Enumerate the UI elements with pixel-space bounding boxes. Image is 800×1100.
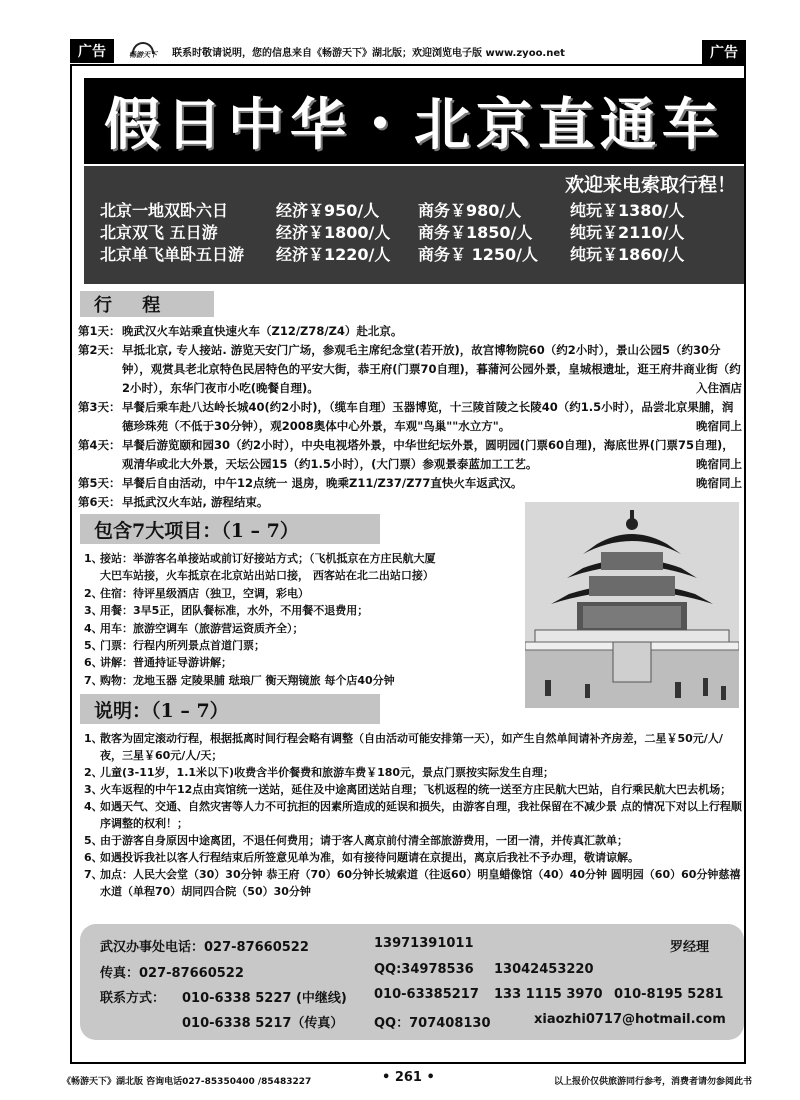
top-notice: 联系时敬请说明，您的信息来自《畅游天下》湖北版；欢迎浏览电子版 www.zyoo.net [172, 47, 565, 59]
list-item: 7、 购物：龙地玉器 定陵果脯 琺琅厂 衡天翔镜旅 每个店40分钟 [84, 673, 395, 687]
route-name: 北京双飞 五日游 [100, 223, 218, 242]
list-item: 7、 加点：人民大会堂（30）30分钟 恭王府（70）60分钟长城索道（往返60）明皇蜡像馆（40）40分钟 圆明园（60）60分钟慈禧水道（单程70）胡同四合院（50）30分钟 [84, 868, 741, 898]
economy-price: 经济￥950/人 [276, 201, 380, 220]
notes-list [84, 730, 744, 900]
pure-price: 纯玩￥1380/人 [570, 201, 685, 220]
manager-name: 罗经理 [670, 940, 710, 955]
beijing-fax: 010-6338 5217（传真） [182, 1016, 344, 1031]
day-label: 第6天： [78, 495, 121, 509]
email-address: xiaozhi0717@hotmail.com [534, 1012, 726, 1027]
list-item: 5、 门票：行程内所列景点首道门票； [84, 639, 265, 653]
beijing-phone-3: 010-8195 5281 [614, 987, 724, 1002]
day-lodging: 晚宿同上 [696, 419, 742, 433]
included-list [84, 550, 520, 689]
itinerary-day [78, 474, 742, 493]
magazine-logo [120, 42, 166, 60]
list-item: 6、 如遇投诉我社以客人行程结束后所签意见单为准，如有接待问题请在京提出，离京后我社不予办理，敬请谅解。 [84, 851, 639, 864]
business-price: 商务￥980/人 [418, 201, 522, 220]
day-text: 早抵北京, 专人接站. 游览天安门广场，参观毛主席纪念堂(若开放)，故宫博物院60（约2小时），景山公园5（约30分钟），观赏具老北京特色民居特色的平安大街，恭王府(门票70自理)，暮蒲河公园外景，皇城根遗址，逛王府井商业街（约2小时），东华门夜市小吃(晚餐自理)。 [122, 343, 741, 395]
beijing-mobile: 133 1115 3970 [494, 987, 603, 1002]
day-text: 早餐后游览颐和园30（约2小时），中央电视塔外景，中华世纪坛外景，圆明园(门票60自理)，海底世界(门票75自理)，观清华或北大外景，天坛公园15（约1.5小时），(大门票）参观景泰蓝加工工艺。 [122, 438, 734, 471]
day-text: 晚武汉火车站乘直快速火车（Z12/Z78/Z4）赴北京。 [122, 324, 403, 338]
footer-disclaimer: 以上报价仅供旅游同行参考，消费者请勿参阅此书 [553, 1077, 752, 1087]
itinerary-day [78, 436, 742, 474]
included-header: 包含7大项目：（1 – 7） [80, 514, 380, 544]
hero-title: 假日中华・北京直通车 [104, 93, 724, 158]
list-item: 3、 用餐：3早5正，团队餐标准，水外，不用餐不退费用； [84, 604, 369, 618]
list-item: 6、 讲解：普通持证导游讲解； [84, 656, 232, 670]
itinerary-day [78, 398, 742, 436]
list-item: 5、 由于游客自身原因中途离团，不退任何费用；请于客人离京前付清全部旅游费用，一团一清，并传真汇款单； [84, 834, 628, 847]
ad-tag-left: 广告 [70, 39, 114, 63]
mobile-phone-2: 13042453220 [494, 962, 594, 977]
beijing-phone: 010-6338 5227 (中继线) [182, 991, 347, 1006]
list-item: 大巴车站接，火车抵京在北京站出站口接， 西客站在北二出站口接） [100, 569, 434, 583]
qq-number-2: QQ：707408130 [374, 1016, 491, 1031]
list-item: 3、 火车返程的中午12点由宾馆统一送站，延住及中途离团送站自理；飞机返程的统一送至方庄民航大巴站，自行乘民航大巴去机场； [84, 783, 732, 796]
office-phone: 武汉办事处电话：027-87660522 [100, 940, 309, 955]
qq-number: QQ:34978536 [374, 962, 474, 977]
day-text: 早餐后自由活动，中午12点统一 退房，晚乘Z11/Z37/Z77直快火车返武汉。 [122, 476, 523, 490]
route-name: 北京一地双卧六日 [100, 201, 229, 220]
day-label: 第1天： [78, 324, 121, 338]
day-label: 第5天： [78, 476, 121, 490]
pure-price: 纯玩￥1860/人 [570, 245, 685, 264]
economy-price: 经济￥1220/人 [276, 245, 391, 264]
itinerary-header: 行 程 [80, 291, 214, 317]
ad-tag-right: 广告 [702, 40, 746, 64]
day-lodging: 入住酒店 [696, 381, 742, 395]
day-lodging: 晚宿同上 [696, 457, 742, 471]
list-item: 1、 接站：举游客名单接站或前订好接站方式；（飞机抵京在方庄民航大厦 [84, 552, 436, 565]
list-item: 4、 如遇天气、交通、自然灾害等人力不可抗拒的因素所造成的延误和损失，由游客自理，我社保留在不减少景 点的情况下对以上行程顺序调整的权利！； [84, 800, 742, 830]
fax-number: 传真：027-87660522 [100, 966, 244, 981]
day-label: 第2天： [78, 343, 121, 357]
business-price: 商务￥ 1250/人 [418, 245, 538, 264]
hero-banner [84, 78, 744, 164]
pure-price: 纯玩￥2110/人 [570, 223, 685, 242]
list-item: 2、 住宿：待评星级酒店（独卫，空调，彩电） [84, 586, 309, 600]
day-label: 第3天： [78, 400, 121, 414]
day-lodging: 晚宿同上 [696, 476, 742, 490]
contact-label: 联系方式： [100, 991, 166, 1006]
list-item: 4、 用车：旅游空调车（旅游营运资质齐全）； [84, 621, 304, 635]
beijing-phone-2: 010-63385217 [374, 987, 479, 1002]
temple-illustration [525, 502, 739, 708]
contact-box [80, 924, 744, 1040]
page-number: • 261 • [382, 1070, 435, 1085]
list-item: 2、 儿童(3-11岁，1.1米以下)收费含半价餐费和旅游车费￥180元，景点门票按实际发生自理； [84, 766, 555, 779]
itinerary-day [78, 341, 742, 398]
logo-text: 畅游天下 [129, 51, 157, 59]
welcome-text: 欢迎来电索取行程！ [564, 174, 736, 196]
route-name: 北京单飞单卧五日游 [100, 245, 245, 264]
temple-of-heaven-photo [525, 502, 739, 708]
footer-publisher: 《畅游天下》湖北版 咨询电话027-85350400 /85483227 [62, 1077, 312, 1087]
business-price: 商务￥1850/人 [418, 223, 533, 242]
itinerary-day [78, 322, 742, 341]
day-text: 早抵武汉火车站, 游程结束。 [122, 495, 269, 509]
list-item: 1、 散客为固定滚动行程，根据抵离时间行程会略有调整（自由活动可能安排第一天），如产生自然单间请补齐房差，二星￥50元/人/夜，三星￥60元/人/天； [84, 732, 723, 762]
price-box [84, 166, 744, 284]
top-strip [70, 40, 746, 62]
notes-header: 说明：（1 – 7） [80, 694, 380, 724]
page-footer [62, 1072, 752, 1090]
mobile-phone: 13971391011 [374, 936, 474, 951]
day-label: 第4天： [78, 438, 121, 452]
economy-price: 经济￥1800/人 [276, 223, 391, 242]
day-text: 早餐后乘车赴八达岭长城40(约2小时)，（缆车自理）玉器博览，十三陵首陵之长陵40（约1.5小时），品尝北京果脯，润德珍珠苑（不低于30分钟），观2008奥体中心外景，车观"鸟巢""水立方"。 [122, 400, 734, 433]
